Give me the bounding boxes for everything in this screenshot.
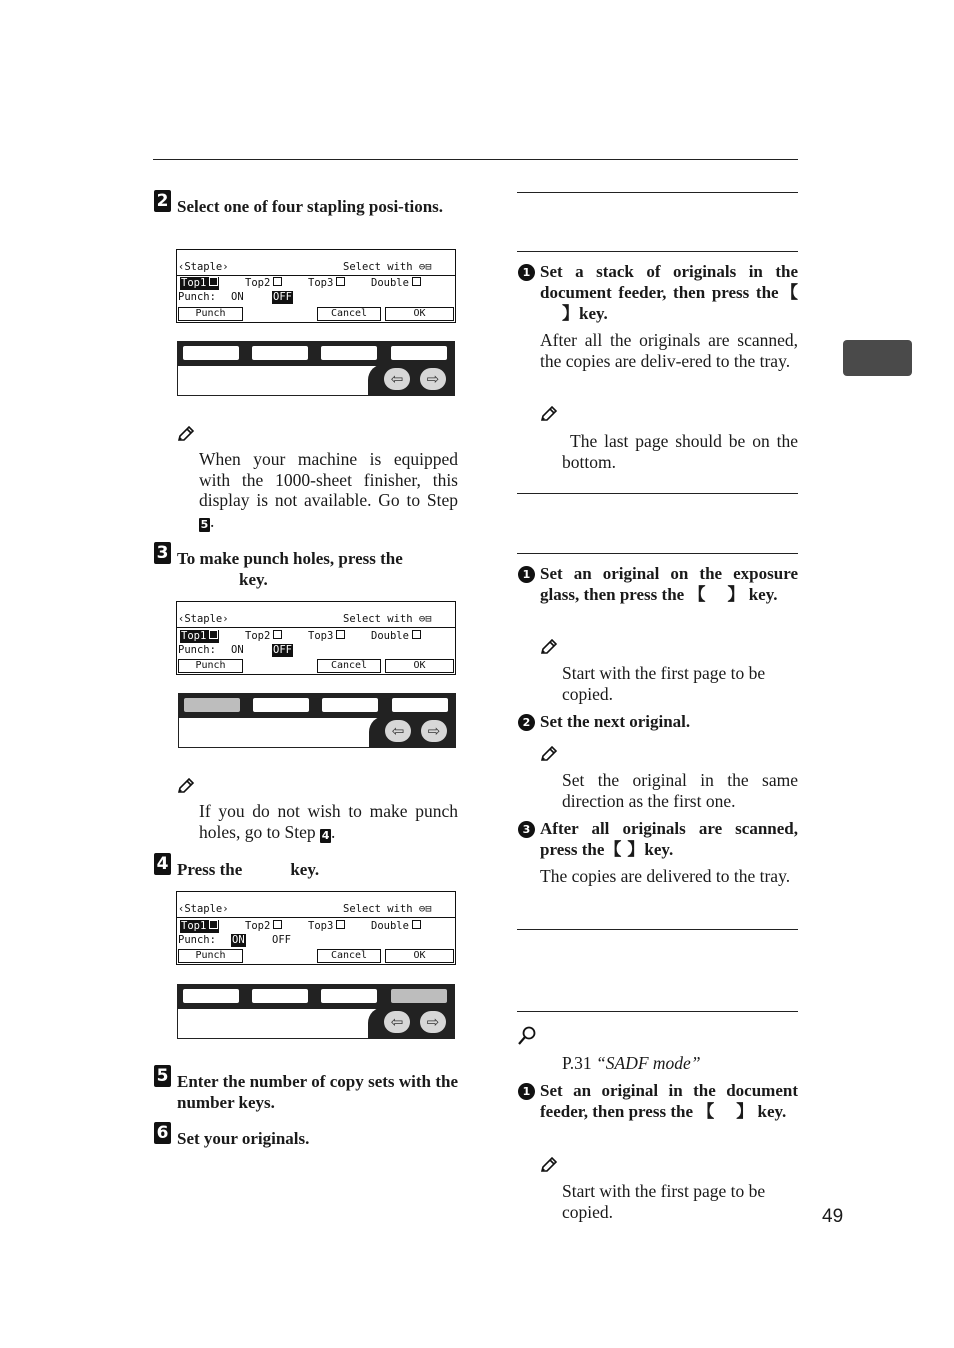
lcd-top2-option[interactable]: Top2 (245, 920, 282, 933)
lcd-header-left: Staple (184, 261, 223, 273)
lcd-display-1 (176, 249, 456, 323)
substep-1-badge: 1 (518, 264, 535, 281)
lcd-punch-off[interactable]: OFF (272, 934, 291, 946)
substep-1-badge: 1 (518, 1083, 535, 1100)
lcd-top1-option[interactable]: Top1 (180, 920, 219, 933)
step-6-title: Set your originals. (177, 1129, 310, 1148)
lcd-punch-on[interactable]: ON (231, 644, 244, 656)
panel-key-2[interactable] (252, 989, 308, 1003)
lcd-cancel-button[interactable]: Cancel (317, 949, 381, 963)
section-rule (517, 493, 798, 494)
lcd-ok-button[interactable]: OK (385, 659, 454, 673)
panel-key-4[interactable] (392, 698, 448, 712)
lcd-ok-button[interactable]: OK (385, 307, 454, 321)
section-1-note: The last page should be on the bottom. (562, 431, 798, 472)
step-4-badge: 4 (154, 853, 171, 875)
lcd-double-option[interactable]: Double (371, 630, 421, 643)
note-pencil-icon (539, 1155, 559, 1175)
lcd-ok-button[interactable]: OK (385, 949, 454, 963)
section-2-body: The copies are delivered to the tray. (540, 866, 791, 886)
section-2-note-2: Set the original in the same direction as the first one. (562, 770, 798, 811)
note-pencil-icon (539, 744, 559, 764)
lcd-double-option[interactable]: Double (371, 277, 421, 290)
note-pencil-icon (176, 424, 196, 444)
panel-key-1[interactable] (183, 989, 239, 1003)
section-3-substep-1-title: Set an original in the document feeder, then press the 【 】 key. (540, 1081, 798, 1121)
step-ref-badge: 5 (200, 517, 209, 531)
note-pencil-icon (176, 776, 196, 796)
panel-key-4[interactable] (391, 346, 447, 360)
panel-key-3[interactable] (321, 989, 377, 1003)
reference-magnifier-icon (516, 1025, 538, 1047)
substep-2-badge: 2 (518, 714, 535, 731)
panel-key-2[interactable] (252, 346, 308, 360)
step-3-title: To make punch holes, press the key. (177, 549, 403, 589)
lcd-punch-label: Punch: (178, 291, 216, 303)
lcd-punch-button[interactable]: Punch (178, 307, 243, 321)
section-1-body: After all the originals are scanned, the copies are deliv-ered to the tray. (540, 330, 798, 371)
section-rule (517, 251, 798, 252)
section-rule (517, 553, 798, 554)
lcd-punch-button[interactable]: Punch (178, 949, 243, 963)
lcd-double-option[interactable]: Double (371, 920, 421, 933)
step-ref-badge: 4 (321, 828, 330, 842)
lcd-top1-option[interactable]: Top1 (180, 277, 219, 290)
lcd-punch-on[interactable]: ON (231, 291, 244, 303)
lcd-header-right: Select with (343, 261, 413, 273)
step-2-title (177, 196, 458, 217)
lcd-cancel-button[interactable]: Cancel (317, 307, 381, 321)
lcd-top3-option[interactable]: Top3 (308, 920, 345, 933)
step-3-badge: 3 (154, 542, 171, 564)
panel-key-4-highlighted[interactable] (391, 989, 447, 1003)
lcd-top1-option[interactable]: Top1 (180, 630, 219, 643)
step-2-note: When your machine is equipped with the 1000-sheet finisher, this display is not available. Go to Step 5. (199, 449, 458, 531)
right-arrow-icon[interactable]: ⇨ (421, 720, 447, 742)
lcd-punch-button[interactable]: Punch (178, 659, 243, 673)
right-arrow-icon[interactable]: ⇨ (420, 368, 446, 390)
section-2-substep-2-title: Set the next original. (540, 712, 691, 731)
lcd-top2-option[interactable]: Top2 (245, 277, 282, 290)
panel-key-3[interactable] (322, 698, 378, 712)
step-2-badge: 2 (154, 190, 171, 212)
section-2-note-1: Start with the first page to be copied. (562, 663, 766, 704)
step-5-title: Enter the number of copy sets with the number keys. (177, 1072, 458, 1112)
chapter-tab (843, 340, 912, 376)
header-rule (153, 159, 798, 160)
reference-link[interactable]: “SADF mode” (596, 1053, 701, 1073)
lcd-top3-option[interactable]: Top3 (308, 277, 345, 290)
lcd-punch-label: Punch: (178, 934, 216, 946)
panel-key-3[interactable] (321, 346, 377, 360)
lcd-punch-on[interactable]: ON (232, 934, 245, 946)
step-2-title-text: Select one of four stapling posi-tions. (177, 197, 444, 216)
panel-key-1[interactable] (183, 346, 239, 360)
section-2-substep-3-title: After all originals are scanned, press the【 】key. (540, 819, 798, 859)
lcd-cancel-button[interactable]: Cancel (317, 659, 381, 673)
step-6-badge: 6 (154, 1122, 171, 1144)
left-arrow-icon[interactable]: ⇦ (385, 720, 411, 742)
substep-3-badge: 3 (518, 821, 535, 838)
lcd-display-2: ‹Staple› Select with ⊖⊟ Top1 Top2 Top3 Double Punch: ON OFF Punch Cancel OK (176, 601, 456, 675)
step-5-badge: 5 (154, 1065, 171, 1087)
note-pencil-icon (539, 404, 559, 424)
lcd-punch-off[interactable]: OFF (273, 291, 292, 303)
panel-key-2[interactable] (253, 698, 309, 712)
lcd-top2-option[interactable]: Top2 (245, 630, 282, 643)
right-arrow-icon[interactable]: ⇨ (420, 1011, 446, 1033)
lcd-punch-off[interactable]: OFF (273, 644, 292, 656)
key-panel-3 (177, 984, 455, 1039)
lcd-punch-label: Punch: (178, 644, 216, 656)
key-panel-1 (177, 341, 455, 396)
step-3-note: If you do not wish to make punch holes, go to Step 4. (199, 801, 458, 842)
section-rule (517, 192, 798, 193)
substep-1-badge: 1 (518, 566, 535, 583)
left-arrow-icon[interactable]: ⇦ (384, 368, 410, 390)
step-4-title: Press the key. (177, 860, 320, 879)
section-3-note: Start with the first page to be copied. (562, 1181, 766, 1222)
panel-key-1-highlighted[interactable] (184, 698, 240, 712)
lcd-display-3: ‹Staple› Select with ⊖⊟ Top1 Top2 Top3 Double Punch: ON OFF Punch Cancel OK (176, 891, 456, 965)
lcd-top3-option[interactable]: Top3 (308, 630, 345, 643)
note-pencil-icon (539, 637, 559, 657)
section-1-substep-1-title: Set a stack of originals in the document feeder, then press the【】key. (540, 262, 799, 323)
section-rule (517, 929, 798, 930)
page-number: 49 (822, 1206, 844, 1227)
section-3-reference: P.31 “SADF mode” (562, 1053, 701, 1073)
key-panel-2 (178, 693, 456, 748)
left-arrow-icon[interactable]: ⇦ (384, 1011, 410, 1033)
section-rule (517, 1011, 798, 1012)
section-2-substep-1-title: Set an original on the exposure glass, then press the 【 】 key. (540, 564, 798, 604)
lcd-header: ‹Staple› Select with ⊖⊟ (178, 261, 432, 273)
